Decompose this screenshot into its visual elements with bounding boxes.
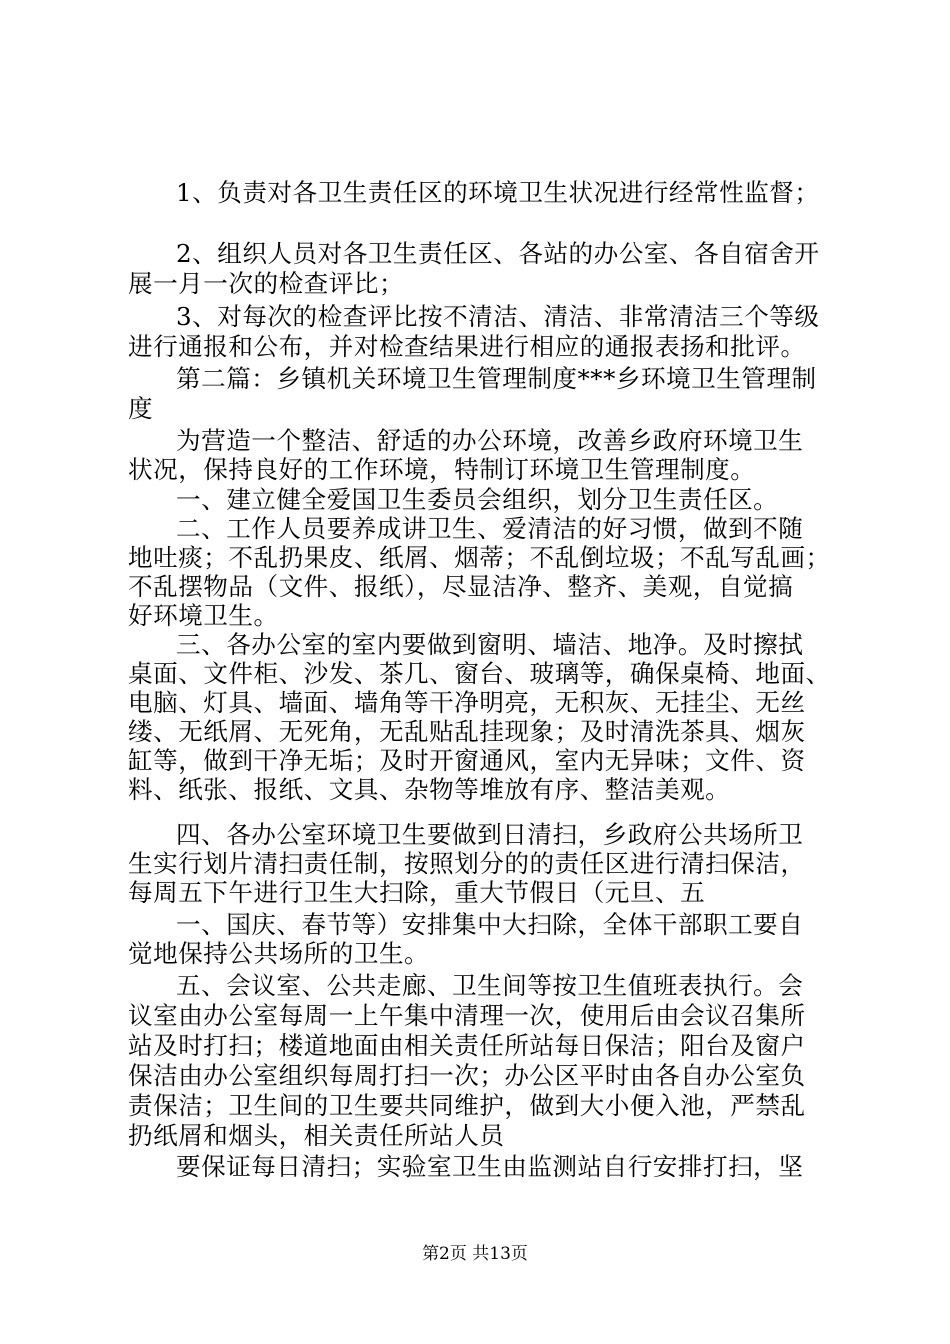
page-number-footer: 第2页 共13页 [422, 1244, 528, 1264]
paragraph-line: 2、组织人员对各卫生责任区、各站的办公室、各自宿舍开 [176, 239, 820, 268]
paragraph-line: 1、负责对各卫生责任区的环境卫生状况进行经常性监督； [176, 178, 820, 207]
paragraph-line: 为营造一个整洁、舒适的办公环境，改善乡政府环境卫生 [176, 426, 804, 455]
paragraph-line: 要保证每日清扫；实验室卫生由监测站自行安排打扫，坚 [176, 1152, 804, 1181]
paragraph-line: 保洁由办公室组织每周打扫一次；办公区平时由各自办公室负 [128, 1061, 806, 1090]
paragraph-line: 3、对每次的检查评比按不清洁、清洁、非常清洁三个等级 [176, 302, 820, 331]
paragraph-line: 生实行划片清扫责任制，按照划分的的责任区进行清扫保洁， [128, 849, 806, 878]
paragraph-line: 五、会议室、公共走廊、卫生间等按卫生值班表执行。会 [176, 971, 804, 1000]
paragraph-line: 料、纸张、报纸、文具、杂物等堆放有序、整洁美观。 [128, 775, 731, 804]
paragraph-line: 电脑、灯具、墙面、墙角等干净明亮，无积灰、无挂尘、无丝 [128, 688, 806, 717]
paragraph-line: 好环境卫生。 [128, 601, 279, 630]
paragraph-line: 二、工作人员要养成讲卫生、爱清洁的好习惯，做到不随 [176, 514, 804, 543]
paragraph-line: 地吐痰；不乱扔果皮、纸屑、烟蒂；不乱倒垃圾；不乱写乱画； [128, 543, 831, 572]
paragraph-line: 不乱摆物品（文件、报纸），尽显洁净、整齐、美观，自觉搞 [128, 572, 794, 601]
paragraph-line: 责保洁；卫生间的卫生要共同维护，做到大小便入池，严禁乱 [128, 1091, 806, 1120]
paragraph-line: 一、国庆、春节等）安排集中大扫除，全体干部职工要自 [176, 910, 804, 939]
paragraph-line: 觉地保持公共场所的卫生。 [128, 939, 430, 968]
paragraph-line: 每周五下午进行卫生大扫除，重大节假日（元旦、五 [128, 878, 706, 907]
paragraph-line: 状况，保持良好的工作环境，特制订环境卫生管理制度。 [128, 455, 756, 484]
paragraph-line: 三、各办公室的室内要做到窗明、墙洁、地净。及时擦拭 [176, 630, 804, 659]
paragraph-line: 缸等，做到干净无垢；及时开窗通风，室内无异味；文件、资 [128, 746, 806, 775]
paragraph-line: 四、各办公室环境卫生要做到日清扫，乡政府公共场所卫 [176, 820, 804, 849]
paragraph-line: 一、建立健全爱国卫生委员会组织，划分卫生责任区。 [176, 485, 779, 514]
paragraph-line: 桌面、文件柜、沙发、茶几、窗台、玻璃等，确保桌椅、地面、 [128, 659, 831, 688]
paragraph-line: 缕、无纸屑、无死角，无乱贴乱挂现象；及时清洗茶具、烟灰 [128, 717, 806, 746]
section-heading: 度 [128, 394, 154, 423]
paragraph-line: 扔纸屑和烟头，相关责任所站人员 [128, 1121, 505, 1150]
paragraph-line: 进行通报和公布，并对检查结果进行相应的通报表扬和批评。 [128, 332, 806, 361]
paragraph-line: 展一月一次的检查评比； [128, 269, 405, 298]
section-heading: 第二篇：乡镇机关环境卫生管理制度***乡环境卫生管理制 [176, 364, 817, 393]
paragraph-line: 站及时打扫；楼道地面由相关责任所站每日保洁；阳台及窗户 [128, 1031, 806, 1060]
paragraph-line: 议室由办公室每周一上午集中清理一次，使用后由会议召集所 [128, 1001, 806, 1030]
